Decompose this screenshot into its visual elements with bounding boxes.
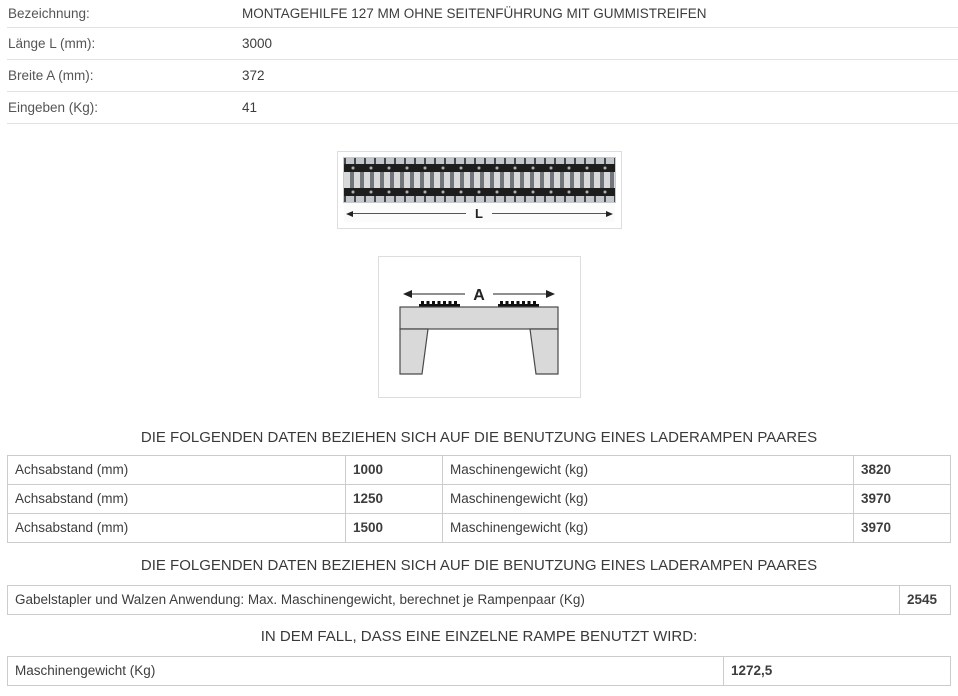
field-value-bezeichnung: MONTAGEHILFE 127 MM OHNE SEITENFÜHRUNG MIT GUMMISTREIFEN <box>242 0 958 27</box>
forklift-data-table <box>7 585 951 615</box>
arrow-right-icon <box>606 211 613 217</box>
field-label-laenge: Länge L (mm): <box>7 27 242 59</box>
field-label-bezeichnung: Bezeichnung: <box>7 0 242 27</box>
arrow-left-icon <box>346 211 353 217</box>
ramp-leg-right <box>530 329 558 374</box>
achsabstand-value: 1500 <box>346 513 443 542</box>
ramp-top-view-photo <box>344 158 615 222</box>
achsabstand-value: 1000 <box>346 455 443 484</box>
pair-data-table <box>7 455 951 543</box>
achsabstand-label: Achsabstand (mm) <box>8 484 346 513</box>
field-value-eingeben: 41 <box>242 91 958 123</box>
length-dimension-label: L <box>475 206 483 221</box>
achsabstand-label: Achsabstand (mm) <box>8 455 346 484</box>
maschinengewicht-value: 3970 <box>854 513 951 542</box>
maschinengewicht-label: Maschinengewicht (kg) <box>443 455 854 484</box>
table-row <box>7 27 958 59</box>
width-dimension-label: A <box>472 286 485 304</box>
single-maschinengewicht-label: Maschinengewicht (Kg) <box>8 656 724 685</box>
forklift-label: Gabelstapler und Walzen Anwendung: Max. Maschinengewicht, berechnet je Rampenpaar (Kg) <box>8 585 900 614</box>
maschinengewicht-label: Maschinengewicht (kg) <box>443 513 854 542</box>
single-maschinengewicht-value: 1272,5 <box>724 656 951 685</box>
maschinengewicht-value: 3820 <box>854 455 951 484</box>
pair-data-heading: DIE FOLGENDEN DATEN BEZIEHEN SICH AUF DIE BENUTZUNG EINES LADERAMPEN PAARES <box>140 428 818 446</box>
forklift-value: 2545 <box>900 585 951 614</box>
single-ramp-heading: IN DEM FALL, DASS EINE EINZELNE RAMPE BENUTZT WIRD: <box>260 627 698 645</box>
table-row <box>8 484 951 513</box>
maschinengewicht-label: Maschinengewicht (kg) <box>443 484 854 513</box>
field-label-breite: Breite A (mm): <box>7 59 242 91</box>
ramp-graphic <box>344 158 615 202</box>
table-row <box>7 59 958 91</box>
rubber-strip-right <box>498 301 539 307</box>
rubber-strip-top <box>344 164 615 172</box>
field-label-eingeben: Eingeben (Kg): <box>7 91 242 123</box>
ramp-rail-bottom <box>344 196 615 202</box>
field-value-breite: 372 <box>242 59 958 91</box>
diagram-area <box>0 124 958 398</box>
achsabstand-value: 1250 <box>346 484 443 513</box>
field-value-laenge: 3000 <box>242 27 958 59</box>
ramp-top-view-image <box>337 151 622 229</box>
dimension-line-segment <box>492 213 606 214</box>
ramp-cross-section-image <box>378 256 581 398</box>
table-row <box>8 455 951 484</box>
table-row <box>7 91 958 123</box>
arrow-left-icon <box>403 290 412 298</box>
rubber-strip-bottom <box>344 188 615 196</box>
cross-section-drawing <box>385 263 574 391</box>
achsabstand-label: Achsabstand (mm) <box>8 513 346 542</box>
arrow-right-icon <box>546 290 555 298</box>
single-ramp-table <box>7 656 951 686</box>
table-row <box>8 585 951 614</box>
ramp-deck <box>400 307 558 329</box>
maschinengewicht-value: 3970 <box>854 484 951 513</box>
rubber-strip-left <box>419 301 460 307</box>
forklift-data-heading: DIE FOLGENDEN DATEN BEZIEHEN SICH AUF DIE BENUTZUNG EINES LADERAMPEN PAARES <box>140 556 818 574</box>
length-dimension-line <box>346 206 613 221</box>
table-row <box>8 513 951 542</box>
product-info-table <box>7 0 958 124</box>
table-row <box>8 656 951 685</box>
table-row <box>7 0 958 27</box>
dimension-line-segment <box>353 213 467 214</box>
ramp-rungs <box>344 172 615 188</box>
ramp-leg-left <box>400 329 428 374</box>
